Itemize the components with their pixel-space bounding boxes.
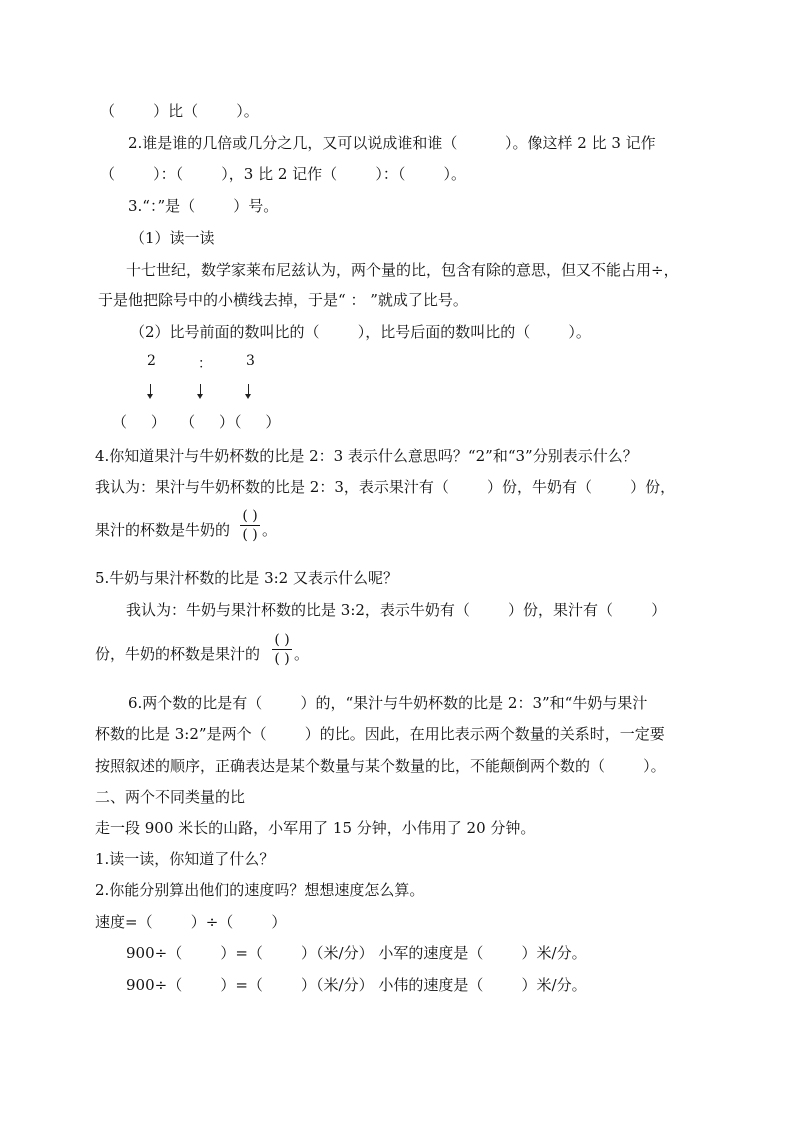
question-4: 4.你知道果汁与牛奶杯数的比是 2：3 表示什么意思吗？“2”和“3”分别表示什么？ (95, 447, 638, 465)
text-line: 。 (294, 645, 310, 663)
section-heading: 二、两个不同类量的比 (95, 788, 246, 806)
calc-line: 900÷（ ）=（ ）（米/分） 小军的速度是（ ）米/分。 (126, 944, 587, 962)
fraction-denominator: ( ) (242, 527, 258, 543)
text-line: 我认为：牛奶与果汁杯数的比是 3:2，表示牛奶有（ ）份，果汁有（ ） (126, 601, 667, 619)
text-line: 十七世纪，数学家莱布尼兹认为，两个量的比，包含有除的意思，但又不能占用÷， (126, 261, 679, 279)
question-6: 6.两个数的比是有（ ）的，“果汁与牛奶杯数的比是 2：3”和“牛奶与果汁 (128, 694, 648, 712)
ratio-blanks: （ ） （ ）（ ） (112, 413, 281, 431)
text-line: 我认为：果汁与牛奶杯数的比是 2：3，表示果汁有（ ）份，牛奶有（ ）份， (95, 478, 676, 496)
text-line: 杯数的比是 3:2”是两个（ ）的比。因此，在用比表示两个数量的关系时，一定要 (95, 725, 665, 743)
text-line: 2.你能分别算出他们的速度吗？想想速度怎么算。 (95, 881, 425, 899)
fraction-bar (240, 525, 260, 526)
fraction-blank (272, 632, 292, 667)
ratio-colon: ： (198, 356, 212, 372)
fraction-numerator: ( ) (242, 508, 258, 524)
ratio-front-term: 2 (147, 353, 156, 369)
down-arrow-icon (150, 384, 151, 395)
text-line: 果汁的杯数是牛奶的 (95, 521, 231, 539)
down-arrow-icon (200, 384, 201, 395)
text-line: 走一段 900 米长的山路，小军用了 15 分钟，小伟用了 20 分钟。 (95, 819, 536, 837)
formula-line: 速度=（ ）÷（ ） (95, 913, 287, 931)
text-line: 1.读一读，你知道了什么？ (95, 850, 275, 868)
text-line: （ ）：（ ），3 比 2 记作（ ）：（ ）。 (100, 165, 466, 183)
section-label: （1）读一读 (130, 229, 215, 247)
text-line: 3.“：”是（ ）号。 (128, 197, 279, 215)
down-arrow-icon (248, 384, 249, 395)
fraction-numerator: ( ) (274, 632, 290, 648)
text-line: 份，牛奶的杯数是果汁的 (95, 645, 261, 663)
text-line: 按照叙述的顺序，正确表达是某个数量与某个数量的比，不能颠倒两个数的（ ）。 (95, 757, 666, 775)
question-5: 5.牛奶与果汁杯数的比是 3:2 又表示什么呢？ (95, 569, 398, 587)
text-line: （ ）比（ ）。 (100, 102, 259, 120)
text-line: 2.谁是谁的几倍或几分之几，又可以说成谁和谁（ ）。像这样 2 比 3 记作 (128, 134, 656, 152)
text-line: 于是他把除号中的小横线去掉，于是“ ： ”就成了比号。 (98, 291, 468, 309)
fraction-denominator: ( ) (274, 651, 290, 667)
text-line: 。 (262, 521, 278, 539)
fraction-blank (240, 508, 260, 543)
text-line: （2）比号前面的数叫比的（ ），比号后面的数叫比的（ ）。 (130, 323, 591, 341)
fraction-bar (272, 649, 292, 650)
calc-line: 900÷（ ）=（ ）（米/分） 小伟的速度是（ ）米/分。 (126, 976, 587, 994)
ratio-back-term: 3 (246, 353, 255, 369)
